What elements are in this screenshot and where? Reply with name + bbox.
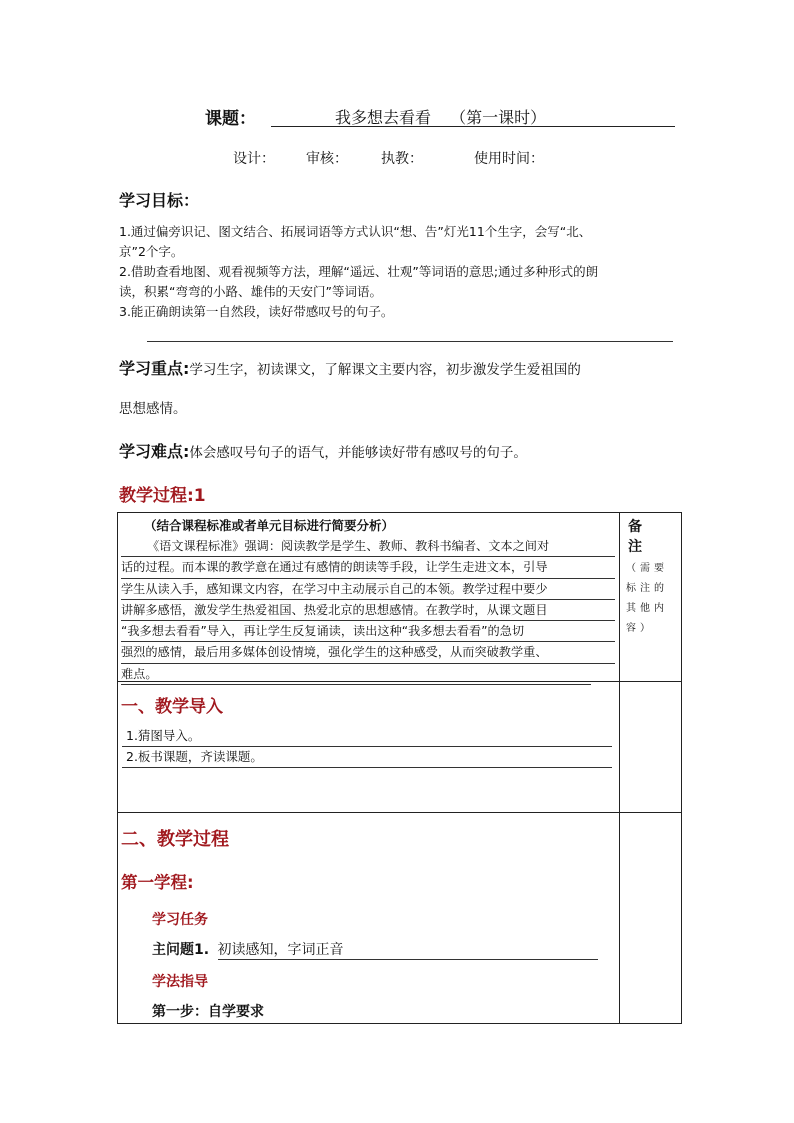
lesson-title-text: 我多想去看看 <box>335 108 432 127</box>
lesson-table <box>117 512 682 1024</box>
process-cell <box>118 813 620 1024</box>
meta-teach: 执教： <box>381 151 423 167</box>
meta-design: 设计： <box>233 151 275 167</box>
lesson-title <box>335 105 546 128</box>
step-1: 第一步：自学要求 <box>152 1004 264 1020</box>
intro-notes-cell <box>620 682 682 813</box>
objectives-list <box>119 222 679 322</box>
intro-list <box>122 726 612 768</box>
intro-item-2: 2.板书课题，齐读课题。 <box>122 747 612 768</box>
objectives-heading: 学习目标： <box>119 191 200 210</box>
key-point-line2: 思想感情。 <box>119 401 187 417</box>
intro-heading: 一、教学导入 <box>121 697 223 717</box>
process-heading: 教学过程:1 <box>119 486 206 506</box>
objective-2b: 读，积累“弯弯的小路、雄伟的天安门”等词语。 <box>119 284 382 299</box>
lesson-title-label: 课题： <box>205 109 256 129</box>
difficulty-text: 体会感叹号句子的语气，并能够读好带有感叹号的句子。 <box>189 445 527 461</box>
notes-sub-1: （需要 <box>626 563 668 574</box>
analysis-line: 学生从读入手，感知课文内容，在学习中主动展示自己的本领。教学过程中要少 <box>121 579 615 600</box>
intro-item-1: 1.猜图导入。 <box>122 726 612 747</box>
notes-cell <box>620 513 682 682</box>
analysis-line: 强烈的感情，最后用多媒体创设情境，强化学生的这种感受，从而突破教学重、 <box>121 642 615 663</box>
objective-3: 3.能正确朗读第一自然段，读好带感叹号的句子。 <box>119 304 394 319</box>
notes-sub-2: 标注的 <box>626 583 668 594</box>
analysis-line: “我多想去看看”导入，再让学生反复诵读，读出这种“我多想去看看”的急切 <box>121 621 615 642</box>
notes-subtitle <box>626 559 668 639</box>
method-heading: 学法指导 <box>152 974 208 990</box>
key-point <box>119 356 679 379</box>
main-question-text: 初读感知，字词正音 <box>218 939 598 960</box>
analysis-heading: （结合课程标准或者单元目标进行简要分析） <box>144 518 395 533</box>
objective-1a: 1.通过偏旁识记、图文结合、拓展词语等方式认识“想、告”灯光11个生字，会写“北、 <box>119 224 592 239</box>
task-heading: 学习任务 <box>152 912 208 928</box>
analysis-line: 难点。 <box>121 664 591 685</box>
process-notes-cell <box>620 813 682 1024</box>
objective-2a: 2.借助查看地图、观看视频等方法，理解“遥远、壮观”等词语的意思;通过多种形式的朗 <box>119 264 599 279</box>
analysis-line: 话的过程。而本课的教学意在通过有感情的朗读等手段，让学生走进文本，引导 <box>121 557 615 578</box>
difficulty <box>119 439 679 462</box>
analysis-line: 讲解多感悟，激发学生热爱祖国、热爱北京的思想感情。在教学时，从课文题目 <box>121 600 615 621</box>
main-question <box>152 939 612 960</box>
key-point-line1: 学习生字，初读课文，了解课文主要内容，初步激发学生爱祖国的 <box>189 362 581 378</box>
objectives-divider <box>147 341 673 342</box>
analysis-line: 《语文课程标准》强调：阅读教学是学生、教师、教科书编者、文本之间对 <box>121 536 615 557</box>
process-section-heading: 二、教学过程 <box>121 829 229 850</box>
notes-title <box>628 517 642 557</box>
notes-title-2: 注 <box>628 539 642 555</box>
objective-1b: 京”2个字。 <box>119 244 184 259</box>
analysis-body <box>121 536 615 685</box>
lesson-period: （第一课时） <box>450 108 547 127</box>
key-point-heading: 学习重点: <box>119 359 190 378</box>
lesson-title-row <box>205 104 675 130</box>
notes-sub-4: 容） <box>626 623 654 634</box>
difficulty-heading: 学习难点: <box>119 442 190 461</box>
meta-time: 使用时间： <box>474 151 544 167</box>
notes-sub-3: 其他内 <box>626 603 668 614</box>
stage-heading: 第一学程: <box>121 873 194 892</box>
notes-title-1: 备 <box>628 519 642 535</box>
analysis-cell <box>118 513 620 682</box>
main-question-label: 主问题1. <box>152 942 210 958</box>
intro-cell <box>118 682 620 813</box>
meta-review: 审核： <box>306 151 348 167</box>
